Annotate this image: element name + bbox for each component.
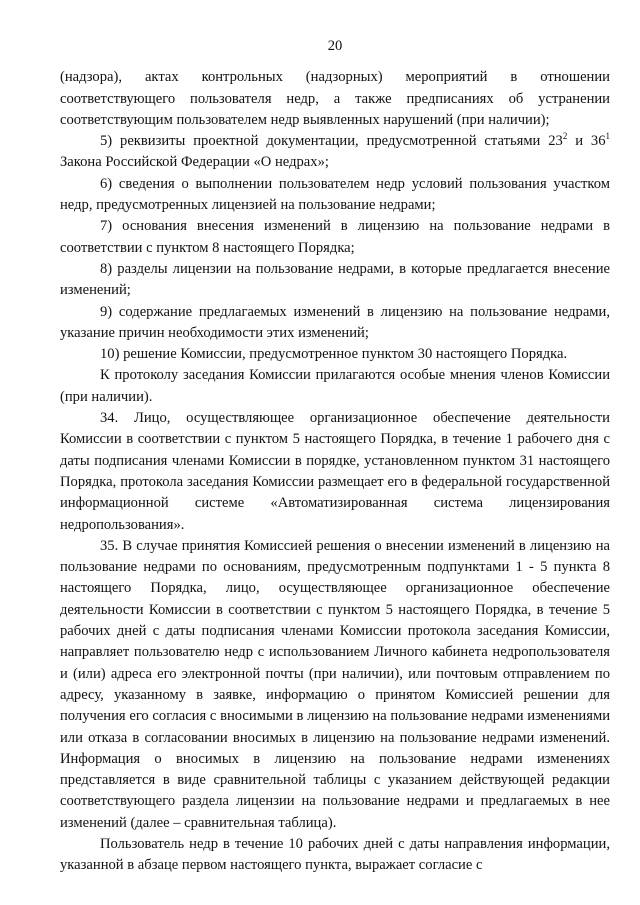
paragraph-protocol-attachments: К протоколу заседания Комиссии прилагаются особые мнения членов Комиссии (при наличии). <box>60 367 610 405</box>
paragraph-item-10: 10) решение Комиссии, предусмотренное пунктом 30 настоящего Порядка. <box>100 346 568 363</box>
paragraph-1: (надзора), актах контрольных (надзорных) мероприятий в отношении соответствующего пользователя недр, а также предписаниях об устранении соответствующим пользователем недр выявленных нарушений (при наличии); <box>60 69 610 128</box>
paragraph-user-consent: Пользователь недр в течение 10 рабочих дней с даты направления информации, указанной в абзаце первом настоящего пункта, выражает согласие с <box>60 835 610 874</box>
paragraph-34: 34. Лицо, осуществляющее организационное обеспечение деятельности Комиссии в соответствии с пунктом 5 настоящего Порядка, в течение 1 рабочего дня с даты подписания членами Комиссии в порядке, установленном пунктом 31 настоящего Порядка, протокола заседания Комиссии размещает его в федеральной государственной информационной системе «Автоматизированная система лицензирования недропользования». <box>60 410 610 533</box>
paragraph-item-8: 8) разделы лицензии на пользование недрами, в которые предлагается внесение изменений; <box>60 260 610 299</box>
paragraph-item-5-text-c: Закона Российской Федерации «О недрах»; <box>60 154 329 171</box>
paragraph-item-5-text-a: 5) реквизиты проектной документации, предусмотренной статьями 23 <box>100 133 563 150</box>
paragraph-35: 35. В случае принятия Комиссией решения о внесении изменений в лицензию на пользование недрами по основаниям, предусмотренным подпунктами 1 - 5 пункта 8 настоящего Порядка, лицо, осуществляющее организационное обеспечение деятельности Комиссии в соответствии с пунктом 5 настоящего Порядка, в течение 5 рабочих дней с даты подписания членами Комиссии протокола заседания Комиссии, направляет пользователю недр с использованием Личного кабинета недропользователя и (или) адреса его электронной почты (при наличии), или почтовым отправлением по адресу, указанному в заявке, информацию о принятом Комиссией решении для получения его согласия с вносимыми в лицензию на пользование недрами изменениями или отказа в согласовании вносимых в лицензию на пользование недрами изменений. Информация о вносимых в лицензию на пользование недрами изменениях представляется в виде сравнительной таблицы с указанием действующей редакции соответствующего раздела лицензии на пользование недрами и предлагаемых в нее изменений (далее – сравнительная таблица). <box>60 537 610 831</box>
paragraph-item-6: 6) сведения о выполнении пользователем недр условий пользования участком недр, предусмотренных лицензией на пользование недрами; <box>60 175 610 214</box>
paragraph-item-7: 7) основания внесения изменений в лицензию на пользование недрами в соответствии с пунктом 8 настоящего Порядка; <box>60 218 610 256</box>
page-number: 20 <box>327 38 343 54</box>
superscript-2: 2 <box>562 131 568 142</box>
superscript-1: 1 <box>605 131 610 142</box>
paragraph-item-9: 9) содержание предлагаемых изменений в лицензию на пользование недрами, указание причин необходимости этих изменений; <box>60 303 610 341</box>
paragraph-item-5-text-b: и 36 <box>567 133 606 150</box>
paragraph-item-5 <box>60 131 610 174</box>
